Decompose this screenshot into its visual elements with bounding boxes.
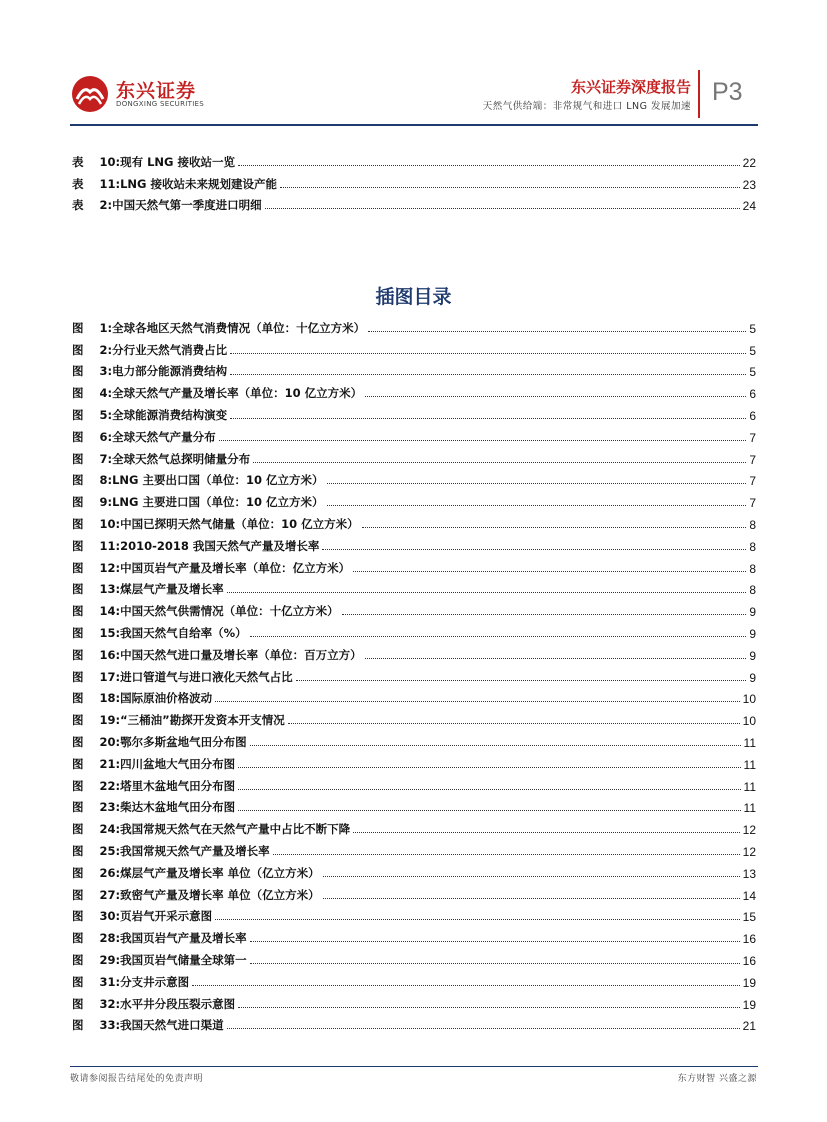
- entry-title: 30:页岩气开采示意图: [99, 909, 213, 924]
- entry-page-number: 12: [742, 823, 756, 838]
- dot-leader: [227, 592, 747, 593]
- entry-title: 31:分支井示意图: [99, 974, 190, 989]
- entry-prefix: 图: [72, 386, 84, 401]
- entry-page-number: 5: [749, 343, 756, 358]
- dot-leader: [238, 165, 740, 166]
- figures-heading: 插图目录: [375, 286, 452, 308]
- entry-title: 8:LNG 主要出口国（单位：10 亿立方米）: [99, 473, 324, 488]
- header-rule: [70, 124, 758, 126]
- entry-page-number: 5: [749, 365, 756, 380]
- figure-entry[interactable]: [72, 750, 756, 772]
- dot-leader: [253, 462, 746, 463]
- entry-prefix: 图: [72, 1018, 84, 1033]
- dot-leader: [215, 701, 740, 702]
- brand-name-en: DONGXING SECURITIES: [116, 100, 205, 108]
- entry-title: 3:电力部分能源消费结构: [99, 364, 228, 379]
- entry-title: 4:全球天然气产量及增长率（单位：10 亿立方米）: [99, 386, 363, 401]
- entry-title: 20:鄂尔多斯盆地气田分布图: [99, 734, 247, 749]
- page-header: [0, 0, 827, 130]
- dot-leader: [353, 571, 746, 572]
- dot-leader: [323, 898, 740, 899]
- entry-prefix: 图: [72, 909, 84, 924]
- figure-entry[interactable]: [72, 837, 756, 859]
- dot-leader: [192, 985, 740, 986]
- figure-entry[interactable]: [72, 663, 756, 685]
- figure-entry[interactable]: [72, 401, 756, 423]
- entry-prefix: 图: [72, 342, 84, 357]
- entry-prefix: 图: [72, 625, 84, 640]
- entry-page-number: 7: [749, 496, 756, 511]
- figure-entry[interactable]: [72, 685, 756, 707]
- table-of-figures: [72, 314, 756, 1033]
- entry-page-number: 12: [742, 844, 756, 859]
- entry-title: 11:LNG 接收站未来规划建设产能: [99, 176, 277, 191]
- figure-entry[interactable]: [72, 990, 756, 1012]
- entry-title: 22:塔里木盆地气田分布图: [99, 778, 236, 793]
- entry-prefix: 表: [72, 154, 84, 169]
- entry-title: 11:2010-2018 我国天然气产量及增长率: [99, 538, 320, 553]
- report-title: 东兴证券深度报告: [570, 78, 691, 96]
- dot-leader: [238, 1007, 740, 1008]
- entry-page-number: 7: [749, 452, 756, 467]
- entry-title: 13:煤层气产量及增长率: [99, 582, 224, 597]
- entry-page-number: 11: [743, 735, 756, 750]
- dot-leader: [238, 767, 740, 768]
- figure-entry[interactable]: [72, 903, 756, 925]
- entry-page-number: 10: [742, 714, 756, 729]
- dot-leader: [362, 527, 747, 528]
- figure-entry[interactable]: [72, 445, 756, 467]
- entry-page-number: 9: [749, 605, 756, 620]
- entry-page-number: 8: [749, 583, 756, 598]
- entry-prefix: 图: [72, 451, 84, 466]
- entry-title: 28:我国页岩气产量及增长率: [99, 931, 247, 946]
- figure-entry[interactable]: [72, 532, 756, 554]
- entry-page-number: 9: [749, 648, 756, 663]
- entry-title: 10:中国已探明天然气储量（单位：10 亿立方米）: [99, 516, 359, 531]
- entry-title: 24:我国常规天然气在天然气产量中占比不断下降: [99, 822, 351, 837]
- entry-page-number: 6: [749, 408, 756, 423]
- dot-leader: [365, 658, 747, 659]
- entry-title: 12:中国页岩气产量及增长率（单位：亿立方米）: [99, 560, 351, 575]
- dongxing-logo-icon: [70, 74, 110, 114]
- entry-page-number: 9: [749, 626, 756, 641]
- figure-entry[interactable]: [72, 379, 756, 401]
- entry-prefix: 图: [72, 320, 84, 335]
- dot-leader: [250, 745, 741, 746]
- figure-entry[interactable]: [72, 728, 756, 750]
- entry-title: 2:中国天然气第一季度进口明细: [99, 198, 262, 213]
- table-of-tables: [72, 148, 756, 213]
- entry-title: 21:四川盆地大气田分布图: [99, 756, 236, 771]
- figure-entry[interactable]: [72, 794, 756, 816]
- entry-page-number: 11: [743, 757, 756, 772]
- dot-leader: [230, 374, 746, 375]
- entry-page-number: 7: [749, 430, 756, 445]
- dot-leader: [327, 505, 747, 506]
- entry-page-number: 19: [742, 997, 756, 1012]
- dot-leader: [250, 636, 747, 637]
- dot-leader: [265, 208, 740, 209]
- figure-entry[interactable]: [72, 706, 756, 728]
- dot-leader: [230, 353, 746, 354]
- figure-entry[interactable]: [72, 597, 756, 619]
- dot-leader: [327, 483, 747, 484]
- entry-prefix: 图: [72, 952, 84, 967]
- entry-page-number: 10: [742, 692, 756, 707]
- entry-title: 10:现有 LNG 接收站一览: [99, 154, 236, 169]
- entry-page-number: 16: [742, 953, 756, 968]
- entry-page-number: 14: [742, 888, 756, 903]
- figure-entry[interactable]: [72, 946, 756, 968]
- entry-title: 5:全球能源消费结构演变: [99, 407, 228, 422]
- figure-entry[interactable]: [72, 1012, 756, 1034]
- entry-title: 32:水平井分段压裂示意图: [99, 996, 236, 1011]
- figure-entry[interactable]: [72, 772, 756, 794]
- dot-leader: [238, 789, 740, 790]
- entry-prefix: 图: [72, 931, 84, 946]
- entry-title: 16:中国天然气进口量及增长率（单位：百万立方）: [99, 647, 362, 662]
- entry-title: 7:全球天然气总探明储量分布: [99, 451, 251, 466]
- entry-prefix: 图: [72, 691, 84, 706]
- table-entry[interactable]: [72, 192, 756, 214]
- entry-page-number: 22: [742, 155, 756, 170]
- figure-entry[interactable]: [72, 554, 756, 576]
- entry-prefix: 图: [72, 495, 84, 510]
- entry-title: 2:分行业天然气消费占比: [99, 342, 228, 357]
- footer-rule: [70, 1066, 758, 1067]
- entry-page-number: 15: [742, 910, 756, 925]
- entry-prefix: 图: [72, 800, 84, 815]
- entry-prefix: 图: [72, 865, 84, 880]
- entry-title: 27:致密气产量及增长率 单位（亿立方米）: [99, 887, 320, 902]
- dot-leader: [250, 963, 740, 964]
- entry-prefix: 图: [72, 778, 84, 793]
- entry-prefix: 图: [72, 516, 84, 531]
- entry-title: 29:我国页岩气储量全球第一: [99, 952, 247, 967]
- entry-title: 17:进口管道气与进口液化天然气占比: [99, 669, 293, 684]
- entry-page-number: 23: [742, 177, 756, 192]
- figure-entry[interactable]: [72, 968, 756, 990]
- report-subtitle: 天然气供给端：非常规气和进口 LNG 发展加速: [482, 101, 691, 112]
- figure-entry[interactable]: [72, 815, 756, 837]
- entry-title: 26:煤层气产量及增长率 单位（亿立方米）: [99, 865, 320, 880]
- entry-page-number: 21: [742, 1019, 756, 1034]
- entry-prefix: 图: [72, 473, 84, 488]
- entry-title: 25:我国常规天然气产量及增长率: [99, 843, 270, 858]
- entry-prefix: 图: [72, 560, 84, 575]
- entry-title: 15:我国天然气自给率（%）: [99, 625, 247, 640]
- entry-prefix: 图: [72, 822, 84, 837]
- dot-leader: [273, 854, 740, 855]
- dot-leader: [280, 187, 740, 188]
- entry-prefix: 表: [72, 198, 84, 213]
- dot-leader: [342, 614, 747, 615]
- entry-prefix: 图: [72, 604, 84, 619]
- entry-prefix: 表: [72, 176, 84, 191]
- figure-entry[interactable]: [72, 510, 756, 532]
- header-divider: [698, 70, 700, 118]
- entry-page-number: 6: [749, 387, 756, 402]
- figure-entry[interactable]: [72, 576, 756, 598]
- entry-prefix: 图: [72, 734, 84, 749]
- entry-title: 23:柴达木盆地气田分布图: [99, 800, 236, 815]
- dot-leader: [353, 832, 740, 833]
- table-entry[interactable]: [72, 170, 756, 192]
- dot-leader: [322, 549, 746, 550]
- figure-entry[interactable]: [72, 358, 756, 380]
- footer-disclaimer: 敬请参阅报告结尾处的免责声明: [70, 1074, 204, 1084]
- figure-entry[interactable]: [72, 423, 756, 445]
- entry-page-number: 19: [742, 975, 756, 990]
- entry-title: 14:中国天然气供需情况（单位：十亿立方米）: [99, 604, 339, 619]
- figure-entry[interactable]: [72, 641, 756, 663]
- entry-prefix: 图: [72, 407, 84, 422]
- entry-prefix: 图: [72, 669, 84, 684]
- figure-entry[interactable]: [72, 488, 756, 510]
- dot-leader: [296, 680, 747, 681]
- dot-leader: [250, 941, 740, 942]
- brand-name-cn: 东兴证券: [116, 80, 197, 102]
- entry-page-number: 9: [749, 670, 756, 685]
- dot-leader: [227, 1028, 740, 1029]
- entry-page-number: 8: [749, 517, 756, 532]
- dot-leader: [365, 396, 746, 397]
- entry-page-number: 24: [742, 199, 756, 214]
- figure-entry[interactable]: [72, 881, 756, 903]
- entry-title: 1:全球各地区天然气消费情况（单位：十亿立方米）: [99, 320, 366, 335]
- entry-title: 6:全球天然气产量分布: [99, 429, 216, 444]
- dot-leader: [288, 723, 740, 724]
- entry-title: 19:“三桶油”勘探开发资本开支情况: [99, 713, 285, 728]
- entry-prefix: 图: [72, 887, 84, 902]
- entry-prefix: 图: [72, 364, 84, 379]
- entry-prefix: 图: [72, 429, 84, 444]
- entry-prefix: 图: [72, 843, 84, 858]
- entry-page-number: 13: [742, 866, 756, 881]
- entry-title: 18:国际原油价格波动: [99, 691, 213, 706]
- entry-prefix: 图: [72, 756, 84, 771]
- figure-entry[interactable]: [72, 336, 756, 358]
- figure-entry[interactable]: [72, 314, 756, 336]
- entry-prefix: 图: [72, 538, 84, 553]
- dot-leader: [368, 331, 746, 332]
- dot-leader: [323, 876, 740, 877]
- figure-entry[interactable]: [72, 619, 756, 641]
- dot-leader: [230, 418, 746, 419]
- footer-slogan: 东方财智 兴盛之源: [677, 1074, 757, 1084]
- entry-prefix: 图: [72, 974, 84, 989]
- entry-title: 33:我国天然气进口渠道: [99, 1018, 224, 1033]
- table-entry[interactable]: [72, 148, 756, 170]
- entry-page-number: 8: [749, 561, 756, 576]
- entry-page-number: 5: [749, 321, 756, 336]
- entry-page-number: 11: [743, 801, 756, 816]
- entry-page-number: 8: [749, 539, 756, 554]
- entry-prefix: 图: [72, 996, 84, 1011]
- figure-entry[interactable]: [72, 924, 756, 946]
- entry-title: 9:LNG 主要进口国（单位：10 亿立方米）: [99, 495, 324, 510]
- dot-leader: [238, 810, 740, 811]
- entry-page-number: 11: [743, 779, 756, 794]
- entry-prefix: 图: [72, 582, 84, 597]
- entry-prefix: 图: [72, 647, 84, 662]
- figure-entry[interactable]: [72, 859, 756, 881]
- entry-prefix: 图: [72, 713, 84, 728]
- page-number: P3: [712, 78, 743, 106]
- entry-page-number: 7: [749, 474, 756, 489]
- dot-leader: [215, 919, 740, 920]
- entry-page-number: 16: [742, 932, 756, 947]
- figure-entry[interactable]: [72, 467, 756, 489]
- dot-leader: [219, 440, 747, 441]
